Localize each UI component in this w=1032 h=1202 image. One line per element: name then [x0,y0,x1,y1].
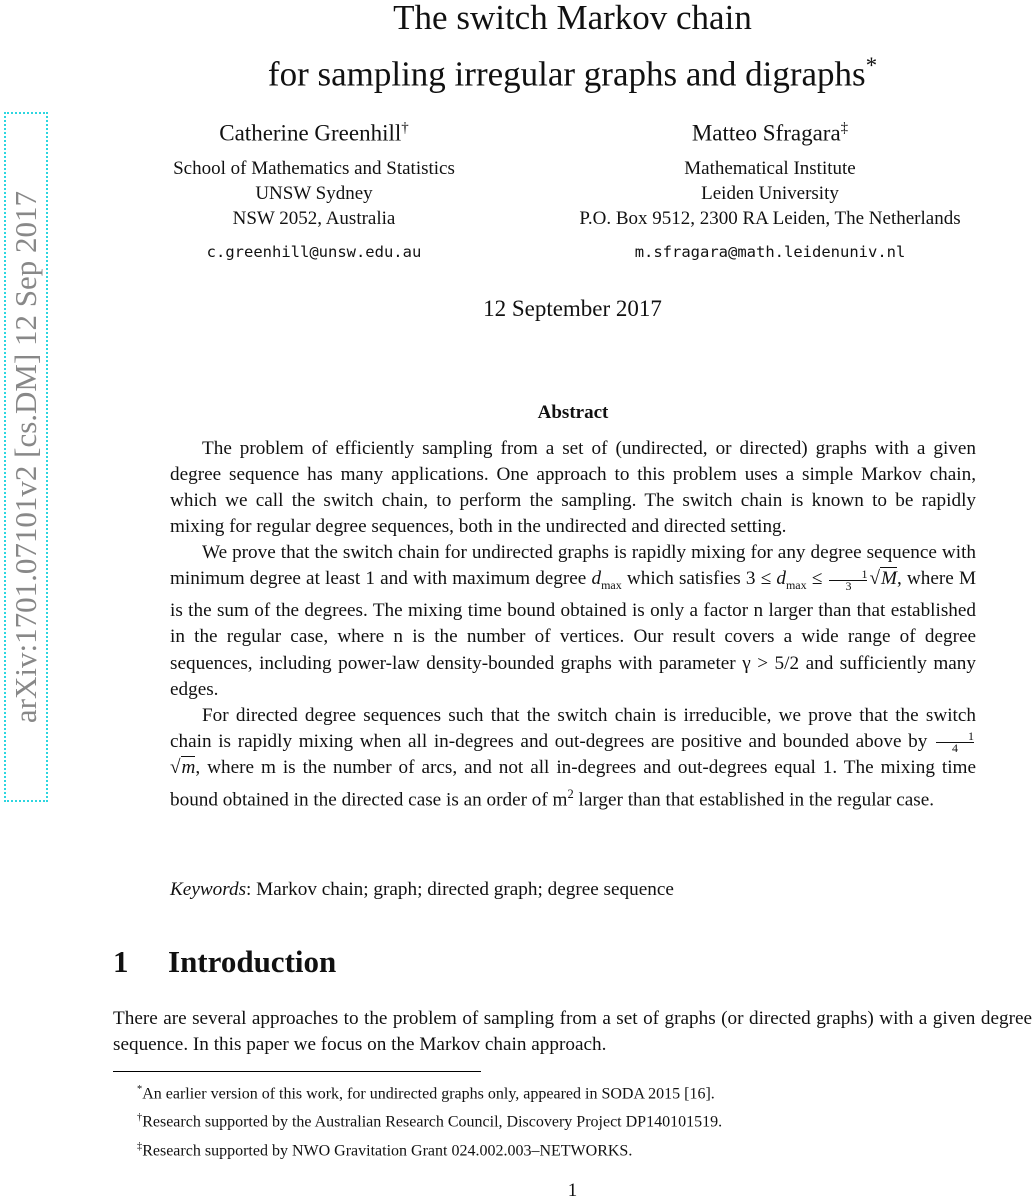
author-mark: † [401,120,409,136]
author-2 [530,120,1010,261]
footnote [113,1135,1032,1163]
abstract-heading: Abstract [537,402,609,423]
text-run: We prove that the switch chain for undirected graphs is rapidly mixing for any degree sequence with minimum degree at least 1 and with maximum degree [170,542,976,590]
author-name: Matteo Sfragara [691,120,841,146]
affiliation-line: UNSW Sydney [255,182,373,204]
footnote-rule [113,1071,481,1072]
intro-paragraph: There are several approaches to the problem of sampling from a set of graphs (or directed graphs) with a given degree sequence. In this paper we focus on the Markov chain approach. [113,1008,1032,1055]
paper-date: 12 September 2017 [483,296,662,321]
keywords-label: Keywords [170,879,247,900]
affiliation-line: P.O. Box 9512, 2300 RA Leiden, The Netherlands [579,207,961,229]
footnote-text: Research supported by NWO Gravitation Grant 024.002.003–NETWORKS. [142,1141,633,1159]
footnote [113,1106,1032,1134]
footnote [113,1078,1032,1106]
title-footnote-mark: * [865,53,878,78]
abstract-paragraph-1: The problem of efficiently sampling from a set of (undirected, or directed) graphs with a given degree sequence has many applications. One approach to this problem uses a simple Markov chain, which we call the switch chain, to perform the sampling. The switch chain is known to be rapidly mixing for regular degree sequences, both in the undirected and directed setting. [170,438,976,538]
text-run: which satisfies 3 ≤ [626,568,772,590]
footnote-mark: ‡ [137,1140,143,1152]
title-line-2: for sampling irregular graphs and digraphs [267,54,866,94]
abstract-paragraph-2: We prove that the switch chain for undirected graphs is rapidly mixing for any degree sequence with minimum degree at least 1 and with maximum degree $d_{max}$ which satisfies $3 \le d_{max}$ ≤ 1 3 √M, where M is the sum of the degrees. The mixing time bound obtained is only a factor n larger than that established in the regular case, where n is the number of vertices. Our result covers a wide range of degree sequences, including power-law density-bounded graphs with parameter γ > 5/2 and sufficiently many edges. [170,542,977,700]
author-email: m.sfragara@math.leidenuniv.nl [634,242,906,261]
footnote-mark: † [137,1112,143,1124]
text-run: larger than that established in the regular case. [573,789,935,811]
footnote-text: An earlier version of this work, for undirected graphs only, appeared in SODA 2015 [16]. [142,1085,715,1103]
paper-title [113,0,1032,99]
section-title: Introduction [168,944,337,979]
section-number: 1 [113,944,129,979]
text-run: , where M is the sum of the degrees. The mixing time bound obtained is only a factor n larger than that established in the regular case, where n is the number of vertices. Our result covers a wide range of degree sequences, including power-law density-bounded graphs with parameter γ > 5/2 and sufficiently many edges. [170,568,977,700]
footnotes [113,1078,1032,1163]
abstract-paragraph-3: For directed degree sequences such that the switch chain is irreducible, we prove that the switch chain is rapidly mixing when all in-degrees and out-degrees are positive and bounded above by 1 4√m, where m is the number of arcs, and not all in-degrees and out-degrees equal 1. The mixing time bound obtained in the directed case is an order of $m^2$ larger than that established in the regular case. [170,704,976,811]
author-1 [130,120,498,261]
arxiv-stamp [4,112,48,802]
affiliation-line: School of Mathematics and Statistics [173,157,455,179]
section-heading [113,944,336,980]
author-email: c.greenhill@unsw.edu.au [206,242,422,261]
text-run: , where m is the number of arcs, and not all in-degrees and out-degrees equal 1. The mixing time bound obtained in the directed case is an order of m [170,756,976,811]
arxiv-stamp-text: arXiv:1701.07101v2 [cs.DM] 12 Sep 2017 [8,190,43,724]
title-line-1: The switch Markov chain [393,0,752,37]
keywords-text: : Markov chain; graph; directed graph; degree sequence [246,879,674,900]
affiliation-line: Mathematical Institute [684,157,856,179]
author-name: Catherine Greenhill [219,120,402,146]
keywords [170,879,674,901]
text-run: For directed degree sequences such that the switch chain is irreducible, we prove that the switch chain is rapidly mixing when all in-degrees and out-degrees are positive and bounded above by [170,704,976,752]
page-number: 1 [567,1180,578,1201]
author-mark: ‡ [840,120,849,136]
affiliation-line: NSW 2052, Australia [232,207,396,229]
footnote-text: Research supported by the Australian Research Council, Discovery Project DP140101519. [142,1113,723,1131]
affiliation-line: Leiden University [701,182,839,204]
abstract-body [170,436,976,814]
footnote-mark: * [137,1084,143,1095]
